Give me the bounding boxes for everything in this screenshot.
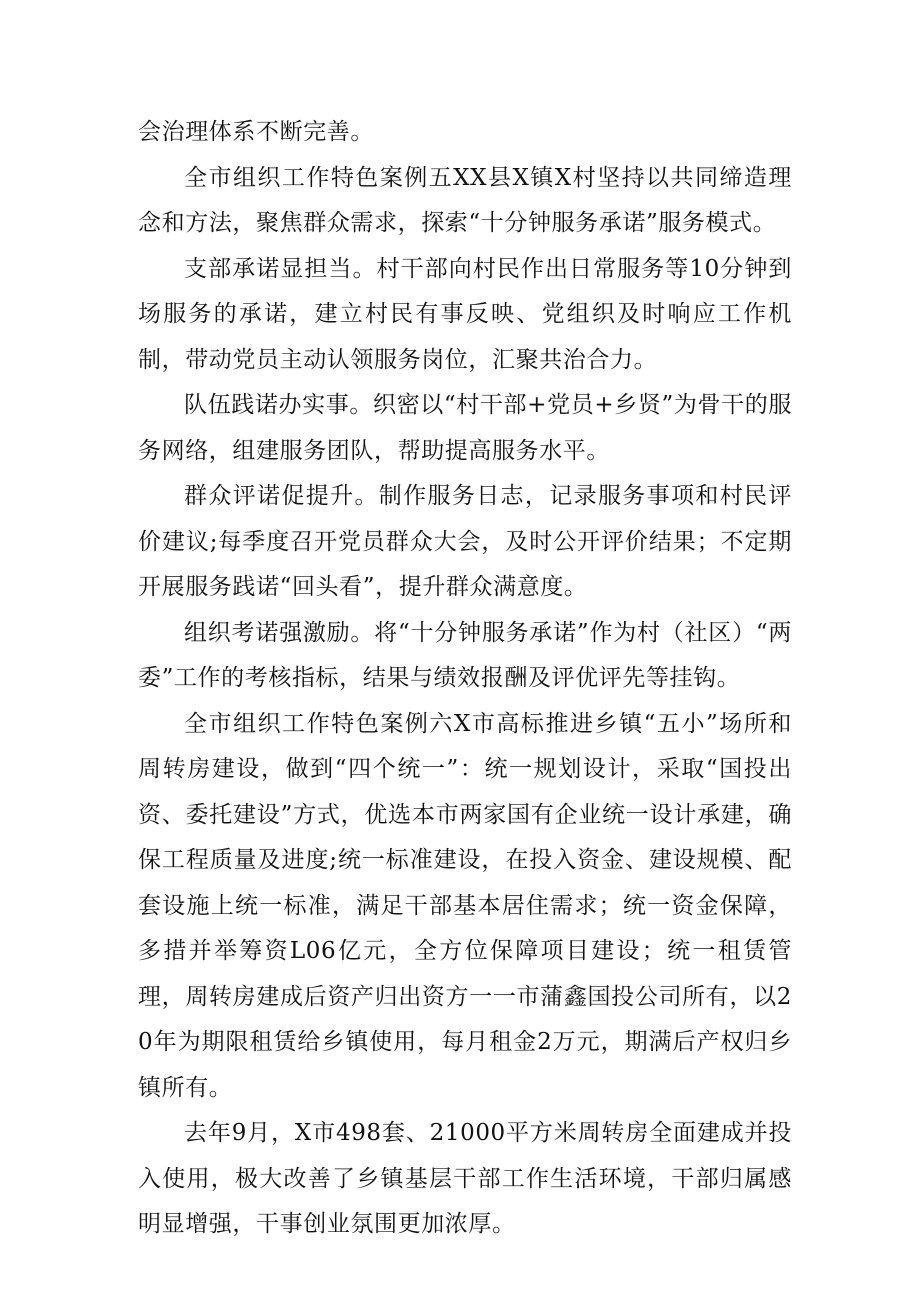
paragraph-public-evaluation: 群众评诺促提升。制作服务日志，记录服务事项和村民评价建议;每季度召开党员群众大会，及时公开评价结果；不定期开展服务践诺“回头看”，提升群众满意度。 <box>138 483 792 600</box>
paragraph-case-five: 全市组织工作特色案例五XX县X镇X村坚持以共同缔造理念和方法，聚焦群众需求，探索“十分钟服务承诺”服务模式。 <box>138 164 792 236</box>
paragraph-team-practice: 队伍践诺办实事。织密以“村干部+党员+乡贤”为骨干的服务网络，组建服务团队，帮助提高服务水平。 <box>138 392 792 464</box>
document-body <box>138 110 792 1248</box>
paragraph-assessment-incentive: 组织考诺强激励。将“十分钟服务承诺”作为村（社区）“两委”工作的考核指标，结果与绩效报酬及评优评先等挂钩。 <box>138 619 792 691</box>
paragraph-branch-commitment: 支部承诺显担当。村干部向村民作出日常服务等10分钟到场服务的承诺，建立村民有事反映、党组织及时响应工作机制，带动党员主动认领服务岗位，汇聚共治合力。 <box>138 255 792 373</box>
paragraph-continuation: 会治理体系不断完善。 <box>138 119 374 145</box>
paragraph-case-six: 全市组织工作特色案例六X市高标推进乡镇“五小”场所和周转房建设，做到“四个统一”：统一规划设计，采取“国投出资、委托建设”方式，优选本市两家国有企业统一设计承建，确保工程质量及进度;统一标准建设，在投入资金、建设规模、配套设施上统一标准，满足干部基本居住需求；统一资金保障，多措并举筹资L06亿元，全方位保障项目建设；统一租赁管理，周转房建成后资产归出资方一一市蒲鑫国投公司所有，以20年为期限租赁给乡镇使用，每月租金2万元，期满后产权归乡镇所有。 <box>138 710 792 1101</box>
paragraph-results: 去年9月，X市498套、21000平方米周转房全面建成并投入使用，极大改善了乡镇基层干部工作生活环境，干部归属感明显增强，干事创业氛围更加浓厚。 <box>138 1120 792 1237</box>
